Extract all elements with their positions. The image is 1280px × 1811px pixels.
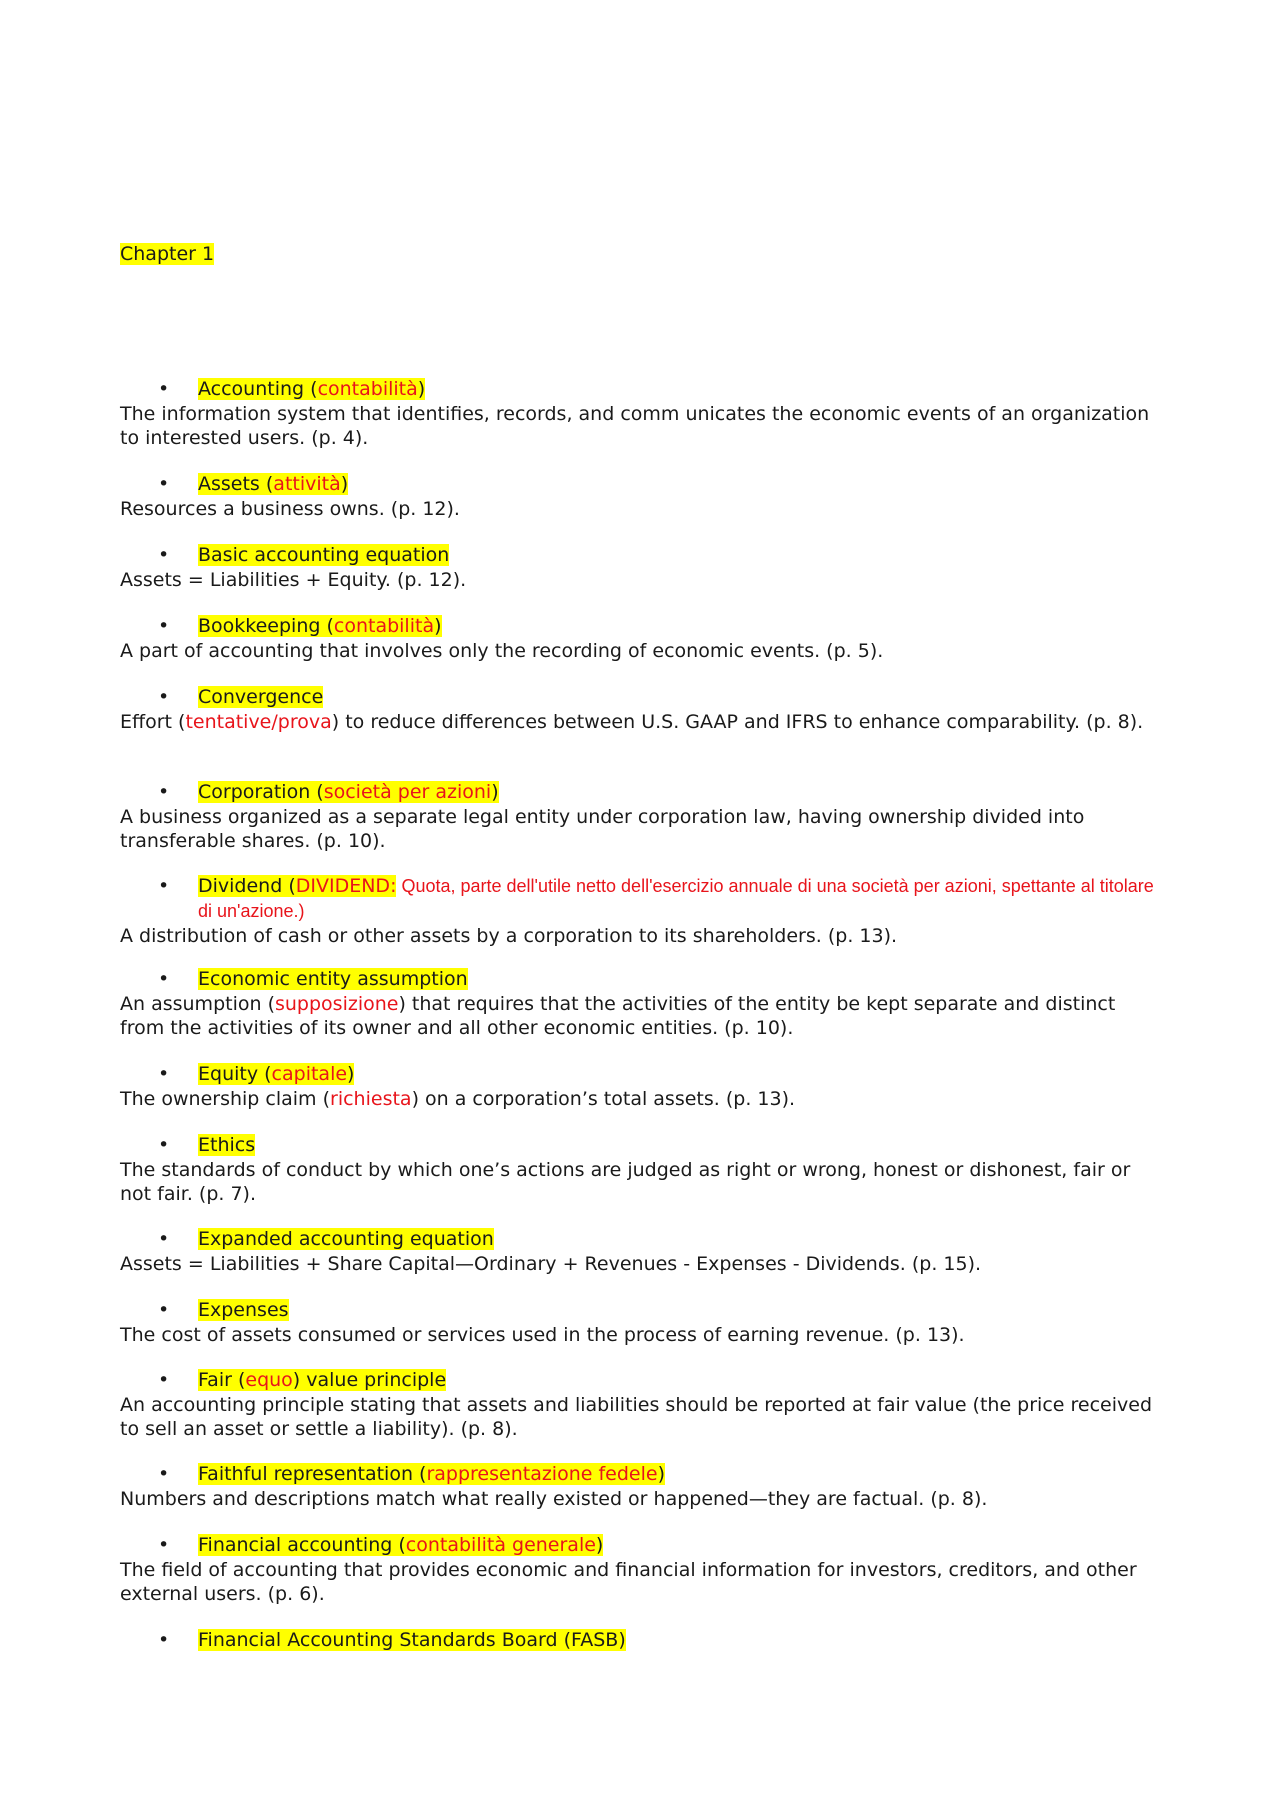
glossary-entry-bookkeeping xyxy=(120,614,1165,663)
definition: The cost of assets consumed or services used in the process of earning revenue. (p. 13). xyxy=(120,1324,965,1346)
bullet-icon: • xyxy=(158,1063,170,1085)
bullet-icon: • xyxy=(158,781,170,803)
glossary-entry-faithful-representation xyxy=(120,1462,1165,1511)
glossary-entry-economic-entity-assumption xyxy=(120,967,1165,1040)
term-line xyxy=(120,780,1165,805)
term-line xyxy=(120,685,1165,710)
term-line xyxy=(120,1628,1165,1653)
term: Equity (capitale) xyxy=(198,1063,355,1085)
bullet-icon: • xyxy=(158,473,170,495)
term-line xyxy=(120,377,1165,402)
bullet-icon: • xyxy=(158,968,170,990)
glossary-entry-fasb xyxy=(120,1628,1165,1653)
term-line xyxy=(120,543,1165,568)
term: Basic accounting equation xyxy=(198,544,450,566)
term: Bookkeeping (contabilità) xyxy=(198,615,442,637)
glossary-entry-expenses xyxy=(120,1298,1165,1347)
definition: An assumption (supposizione) that requires that the activities of the entity be kept separate and distinct from the activities of its owner and all other economic entities. (p. 10). xyxy=(120,993,1116,1039)
glossary-entry-expanded-accounting-equation xyxy=(120,1227,1165,1276)
definition: The standards of conduct by which one’s actions are judged as right or wrong, honest or dishonest, fair or not fair. (p. 7). xyxy=(120,1159,1131,1205)
term: Accounting (contabilità) xyxy=(198,378,426,400)
term-line xyxy=(120,874,1165,924)
term-line xyxy=(120,614,1165,639)
bullet-icon: • xyxy=(158,875,170,897)
definition: A part of accounting that involves only the recording of economic events. (p. 5). xyxy=(120,640,884,662)
definition: The field of accounting that provides economic and financial information for investors, creditors, and other external users. (p. 6). xyxy=(120,1559,1137,1605)
term: Fair (equo) value principle xyxy=(198,1369,447,1391)
glossary-entry-dividend xyxy=(120,874,1165,948)
term-line xyxy=(120,1533,1165,1558)
definition: Resources a business owns. (p. 12). xyxy=(120,498,460,520)
chapter-title: Chapter 1 xyxy=(120,243,215,265)
bullet-icon: • xyxy=(158,615,170,637)
bullet-icon: • xyxy=(158,1134,170,1156)
term-line xyxy=(120,1133,1165,1158)
bullet-icon: • xyxy=(158,1228,170,1250)
term: Convergence xyxy=(198,686,324,708)
bullet-icon: • xyxy=(158,1299,170,1321)
term: Financial accounting (contabilità generale) xyxy=(198,1534,604,1556)
bullet-icon: • xyxy=(158,1463,170,1485)
bullet-icon: • xyxy=(158,378,170,400)
term: Corporation (società per azioni) xyxy=(198,781,499,803)
italian-note: Quota, parte dell'utile netto dell'esercizio annuale di una società per azioni, spettante al titolare di un'azione.) xyxy=(198,876,1154,921)
term: Expenses xyxy=(198,1299,289,1321)
chapter-heading xyxy=(120,241,214,267)
definition: The ownership claim (richiesta) on a corporation’s total assets. (p. 13). xyxy=(120,1088,796,1110)
term: Dividend (DIVIDEND: xyxy=(198,875,397,897)
term: Assets (attività) xyxy=(198,473,349,495)
definition: Numbers and descriptions match what really existed or happened—they are factual. (p. 8). xyxy=(120,1488,988,1510)
glossary-entry-corporation xyxy=(120,780,1165,853)
definition: The information system that identifies, records, and comm unicates the economic events of an organization to interested users. (p. 4). xyxy=(120,403,1150,449)
term-line xyxy=(120,967,1165,992)
term: Economic entity assumption xyxy=(198,968,468,990)
definition: Assets = Liabilities + Equity. (p. 12). xyxy=(120,569,467,591)
term: Expanded accounting equation xyxy=(198,1228,494,1250)
definition: A business organized as a separate legal entity under corporation law, having ownership divided into transferable shares. (p. 10). xyxy=(120,806,1085,852)
glossary-entry-financial-accounting xyxy=(120,1533,1165,1606)
bullet-icon: • xyxy=(158,1629,170,1651)
bullet-icon: • xyxy=(158,686,170,708)
term-line xyxy=(120,472,1165,497)
term: Faithful representation (rappresentazione fedele) xyxy=(198,1463,666,1485)
glossary-entry-fair-value-principle xyxy=(120,1368,1165,1441)
glossary-entry-ethics xyxy=(120,1133,1165,1206)
term-line xyxy=(120,1462,1165,1487)
glossary-entry-convergence xyxy=(120,685,1165,734)
term-line xyxy=(120,1298,1165,1323)
definition: Effort (tentative/prova) to reduce differences between U.S. GAAP and IFRS to enhance comparability. (p. 8). xyxy=(120,711,1144,733)
glossary-entry-assets xyxy=(120,472,1165,521)
glossary-entry-equity xyxy=(120,1062,1165,1111)
bullet-icon: • xyxy=(158,1534,170,1556)
term-line xyxy=(120,1062,1165,1087)
term: Ethics xyxy=(198,1134,256,1156)
definition: Assets = Liabilities + Share Capital—Ordinary + Revenues - Expenses - Dividends. (p. 15). xyxy=(120,1253,982,1275)
term: Financial Accounting Standards Board (FASB) xyxy=(198,1629,626,1651)
definition: A distribution of cash or other assets by a corporation to its shareholders. (p. 13). xyxy=(120,925,898,947)
term-line xyxy=(120,1227,1165,1252)
term-line xyxy=(120,1368,1165,1393)
bullet-icon: • xyxy=(158,544,170,566)
definition: An accounting principle stating that assets and liabilities should be reported at fair value (the price received to sell an asset or settle a liability). (p. 8). xyxy=(120,1394,1153,1440)
glossary-entry-basic-accounting-equation xyxy=(120,543,1165,592)
bullet-icon: • xyxy=(158,1369,170,1391)
glossary-entry-accounting xyxy=(120,377,1165,450)
